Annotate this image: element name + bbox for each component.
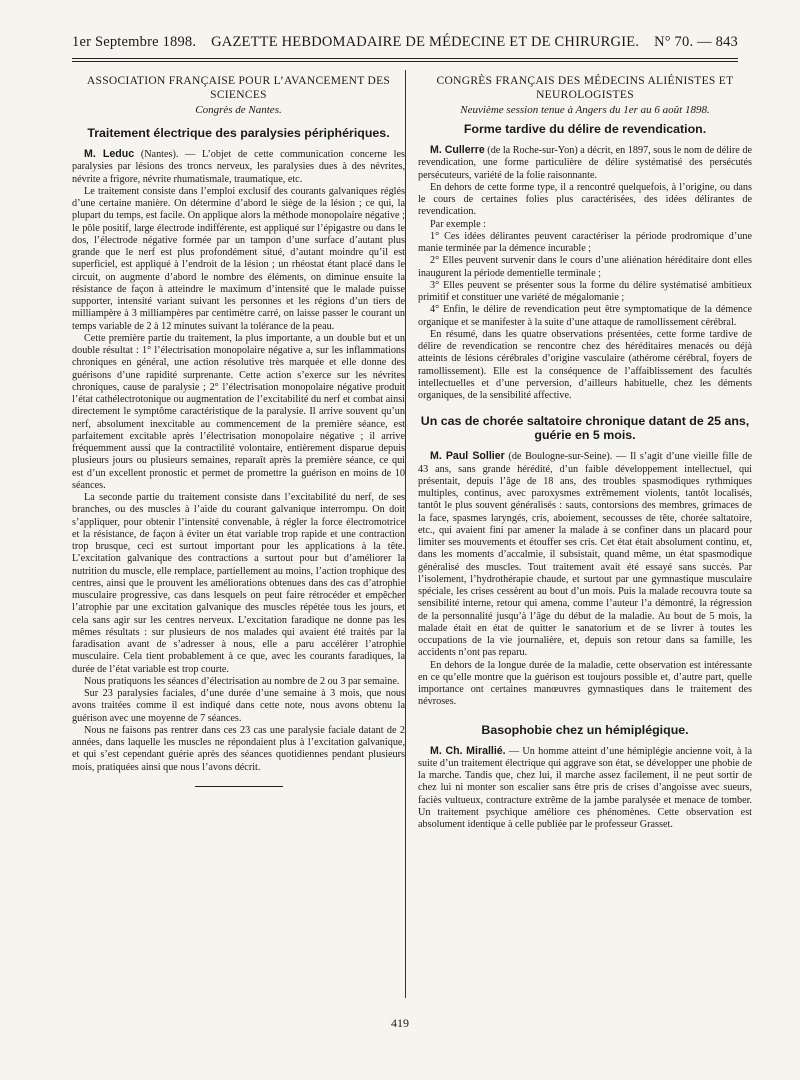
- right-column: [418, 74, 752, 1034]
- article-paragraph: Sur 23 paralysies faciales, d’une durée d’une semaine à 3 mois, que nous avons traitées comme il est indiqué dans cette note, nous avons obtenu la guérison avec une moyenne de 7 séances.: [72, 688, 405, 724]
- paragraph-text: (Nantes). — L’objet de cette communication concerne les paralysies par lésions des troncs nerveux, les paralysies dues à des névrites, névrite a frigore, névrite rhumatismale, traumatique, etc.: [72, 149, 405, 185]
- left-column: [72, 74, 405, 1034]
- paragraph-text: (de la Roche-sur-Yon) a décrit, en 1897, sous le nom de délire de revendication, une forme particulière de délire systématisé des persécutés persécuteurs, variété de la folie raisonnante.: [418, 145, 752, 181]
- article-paragraph: En dehors de cette forme type, il a rencontré quelquefois, à l’origine, ou dans le cours de certaines folies plus caractérisées, des idées délirantes de revendication.: [418, 181, 752, 218]
- paragraph-text: (de Boulogne-sur-Seine). — Il s’agit d’une vieille fille de 43 ans, sans grande hérédité, d’un faible développement intellectuel, qui présentait, depuis l’âge de 18 ans, des troubles spasmodiques rythmiques multiples, continus, avec paroxysmes extrêmement violents, tantôt localisés, tantôt le plus souvent généralisés : sauts, contorsions des membres, grimaces de la face, spasmes laryngés, cris, aboiement, secousses de tête, chorée saltatoire, etc., qui avaient fini par amener la malade à se confiner dans un placard pour limiter ses mouvements et étouffer ses cris. Cet état était absolument continu, et, dans les moments d’accalmie, il subsistait, quand même, un état spasmodique généralisé des muscles. Tout traitement avait été essayé sans succès. Par l’isolement, l’hydrothérapie chaude, et surtout par une gymnastique musculaire spéciale, les crises cessèrent au bout d’un mois. Puis la malade recouvra toute sa sensibilité interne, retour qui amena, comme l’auteur l’a démontré, la régression de la personnalité jusqu’à l’âge du début de la maladie. Au bout de 5 mois, la malade était en état de quitter le sanatorium et de se livrer à toutes les occupations de la vie journalière, et, depuis son retour dans sa famille, les accidents n’ont pas reparu.: [418, 451, 752, 659]
- article-paragraph: Nous ne faisons pas rentrer dans ces 23 cas une paralysie faciale datant de 2 années, dans laquelle les muscles ne répondaient plus à l’excitation galvanique, et qui s’est cependant guérie après des séances quotidiennes pendant plusieurs mois, pratiquées ainsi que nous l’avons décrit.: [72, 724, 405, 773]
- author-name: M. Ch. Mirallié.: [430, 744, 506, 757]
- running-header: [72, 34, 738, 54]
- session-info: Neuvième session tenue à Angers du 1er au 6 août 1898.: [460, 104, 710, 116]
- paragraph-text: — Un homme atteint d’une hémiplégie ancienne voit, à la suite d’un traitement électrique qui aggrave son état, se développer une phobie de la marche. Tandis que, chez lui, il marche assez facilement, il ne peut sortir de chez lui ni monter son escalier sans être pris de crises d’angoisse avec sueurs, faciès vultueux, contracture extrême de la jambe paralysée et menace de tomber. Un traitement psychique améliore ces phénomènes. Cette observation est absolument identique à celle publiée par le professeur Grasset.: [418, 745, 752, 830]
- section-organization: CONGRÈS FRANÇAIS DES MÉDECINS ALIÉNISTES ET NEUROLOGISTES: [436, 75, 734, 101]
- page-number: 419: [391, 1016, 409, 1030]
- author-name: M. Cullerre: [430, 144, 485, 156]
- author-name: M. Leduc: [84, 148, 135, 160]
- article-paragraph: Cette première partie du traitement, la plus importante, a un double but et un double résultat : 1° l’électrisation monopolaire négative a, sur les inflammations chroniques en général, une action résolutive très marquée et elle donne des guérisons d’une rapidité surprenante. Cette action s’exerce sur les névrites chroniques, cause de paralysie ; 2° l’électrisation monopolaire négative produit l’état cathélectrotonique ou augmentation de l’excitabilité du nerf et combat ainsi directement le symptôme caractéristique de la paralysie. Il arrive souvent qu’un nerf, absolument inexcitable au commencement de la première séance, est parfaitement excitable après l’électrisation monopolaire négative ; il arrive fréquemment aussi que la contractilité volontaire, entièrement disparue depuis plusieurs jours ou plusieurs semaines, reparaît après la première séance, ce qui est d’un excellent pronostic et permet de promettre la guérison en moins de 10 séances.: [72, 332, 405, 491]
- author-name: M. Paul Sollier: [430, 450, 505, 463]
- article-paragraph: La seconde partie du traitement consiste dans l’excitabilité du nerf, de ses branches, ou des muscles à l’aide du courant galvanique interrompu. On doit s’appliquer, pour obtenir l’intensité convenable, à régler la force électromotrice et la résistance, de façon à éviter un état variable trop rapide et une contraction trop brusque, ceci est surtout important pour les applications à la tête. L’excitation galvanique des contractions a surtout pour but d’améliorer la nutrition du muscle, elle remplace, partiellement au moins, l’action trophique des centres, ainsi que le prouvent les améliorations obtenues dans des cas d’atrophie musculaire progressive, cas dans lesquels on peut faire rétrocéder et empêcher l’atrophie par une excitation galvanique des muscles répétée tous les jours, et cela sans agir sur les centres nerveux. L’excitation faradique ne donne pas les mêmes résultats : sur plusieurs de nos malades qui avaient été traités par la faradisation avant de s’adresser à nous, elle a paru accélérer l’atrophie musculaire. Cela tient probablement à ce que, avec les courants faradiques, la durée de l’état variable est trop courte.: [72, 492, 405, 675]
- article-paragraph: 2° Elles peuvent survenir dans le cours d’une aliénation héréditaire dont elles inaugurent la période dementielle terminale ;: [418, 255, 752, 279]
- article-paragraph: [72, 148, 405, 186]
- article-paragraph: 3° Elles peuvent se présenter sous la forme du délire systématisé ambitieux primitif et constituer une variété de mégalomanie ;: [418, 279, 752, 303]
- article-paragraph: 4° Enfin, le délire de revendication peut être symptomatique de la démence organique et se manifester à la suite d’une attaque de ramollissement cérébral.: [418, 304, 752, 328]
- article-paragraph: [418, 450, 752, 659]
- article-paragraph: Par exemple :: [430, 218, 487, 230]
- column-divider: [405, 70, 406, 998]
- article-title: Forme tardive du délire de revendication.: [463, 122, 707, 136]
- article-paragraph: En résumé, dans les quatre observations présentées, cette forme tardive de délire de revendication se rencontre chez des héréditaires menacés ou déjà atteints de lésions cérébrales d’origine vasculaire (athérome cérébral, foyers de ramollissement). Elle est la conséquence de l’affaiblissement des facultés intellectuelles et d’une perversion, d’ailleurs habituelle, chez les déments organiques, de la sensibilité affective.: [418, 328, 752, 401]
- journal-title: GAZETTE HEBDOMADAIRE DE MÉDECINE ET DE CHIRURGIE.: [211, 34, 640, 50]
- issue-date: 1er Septembre 1898.: [72, 34, 197, 50]
- congress-name: Congrès de Nantes.: [195, 104, 282, 116]
- article-title: Traitement électrique des paralysies périphériques.: [87, 126, 390, 140]
- article-paragraph: 1° Ces idées délirantes peuvent caractériser la période prodromique d’une manie terminée par la démence incurable ;: [418, 230, 752, 254]
- article-paragraph: En dehors de la longue durée de la maladie, cette observation est intéressante en ce qu’elle montre que la guérison est toujours possible et, d’autre part, quelle importance ont certaines manœuvres gymnastiques dans le traitement des névroses.: [418, 659, 752, 708]
- article-paragraph: Le traitement consiste dans l’emploi exclusif des courants galvaniques réglés d’une certaine manière. On détermine d’abord le siège de la lésion ; ce qui, la plupart du temps, est facile. On applique alors la méthode monopolaire négative ; le pôle positif, large électrode indifférente, est appliqué sur l’épigastre ou dans le dos, l’électrode négative formée par un tampon d’une surface d’autant plus grande que le nerf est plus profondément situé, d’autant moindre qu’il est superficiel, est appliqué à l’endroit de la lésion ; un rhéostat étant placé dans le circuit, on augmente d’abord le nombre des éléments, on diminue ensuite la résistance de façon à atteindre le maximum d’intensité que le malade puisse supporter, intensité variant suivant les personnes et les régions d’un tiers de milliampère à 3 milliampères par centimètre carré, on laisse passer le courant un temps variable de 2 à 12 minutes suivant la tolérance de la peau.: [72, 185, 405, 332]
- header-rule-bottom: [72, 61, 738, 62]
- section-organization: ASSOCIATION FRANÇAISE POUR L’AVANCEMENT DES SCIENCES: [86, 75, 391, 101]
- header-rule-top: [72, 58, 738, 59]
- article-paragraph: [418, 144, 752, 182]
- article-title: Basophobie chez un hémiplégique.: [481, 722, 689, 737]
- article-title: Un cas de chorée saltatoire chronique datant de 25 ans, guérie en 5 mois.: [420, 414, 750, 443]
- issue-number: N° 70. — 843: [654, 34, 738, 50]
- end-of-article-rule: [195, 786, 283, 787]
- article-paragraph: Nous pratiquons les séances d’électrisation au nombre de 2 ou 3 par semaine.: [84, 675, 400, 687]
- article-paragraph: [418, 745, 752, 832]
